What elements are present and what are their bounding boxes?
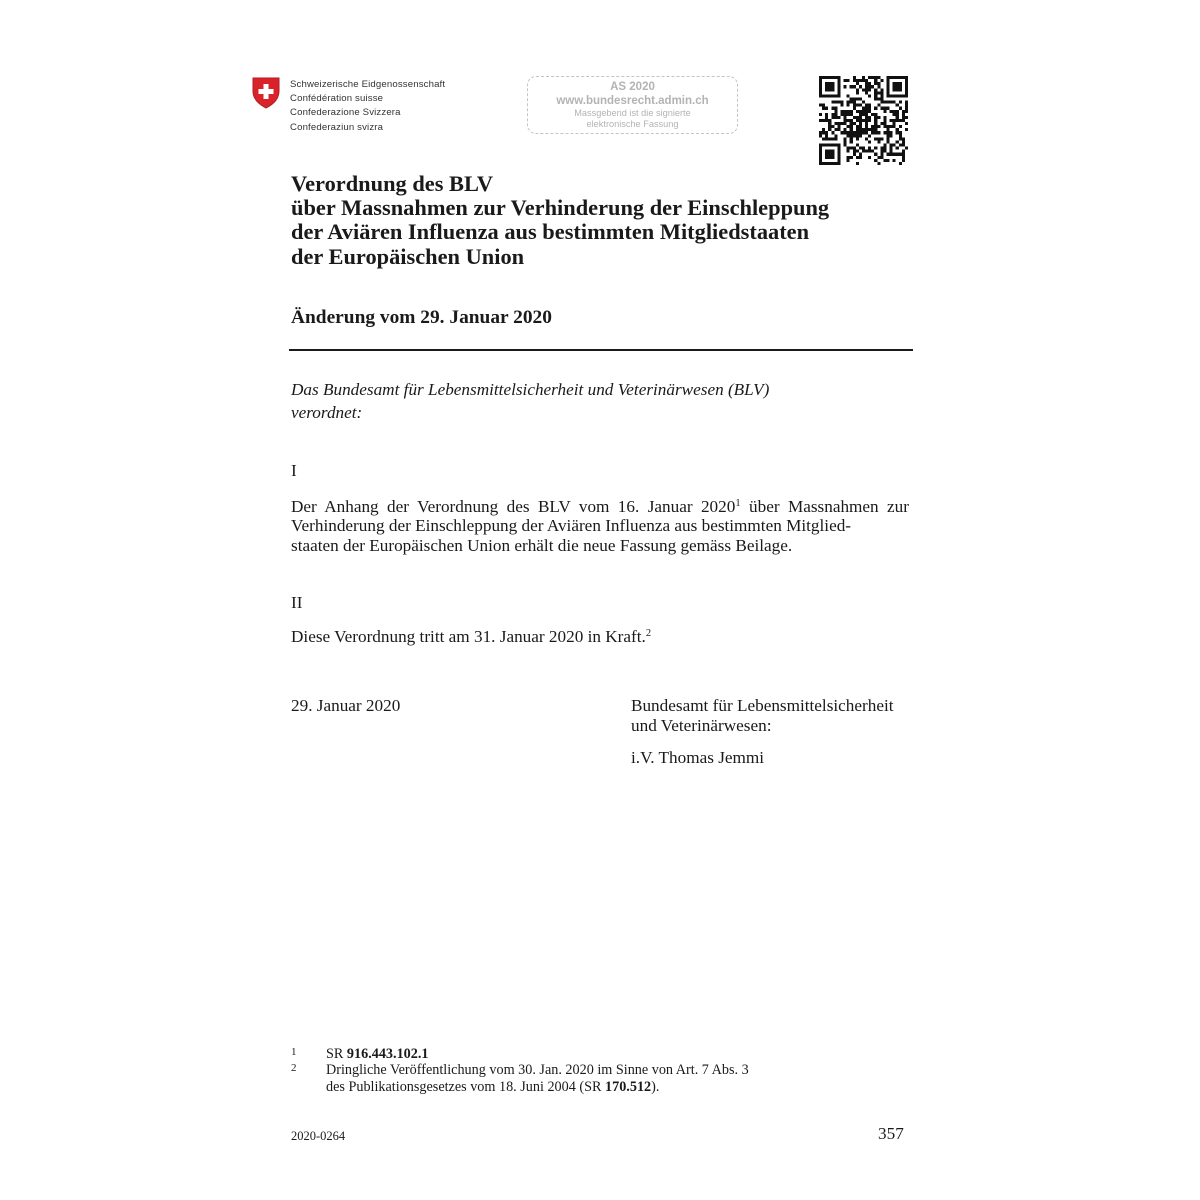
section-2-text-block <box>291 627 651 647</box>
qr-code-icon <box>819 76 908 165</box>
stamp-collection: AS 2020 <box>610 81 655 93</box>
official-publication-stamp <box>527 76 738 134</box>
section-1-text-c: staaten der Europäischen Union erhält die neue Fassung gemäss Beilage. <box>291 535 793 555</box>
document-number: 2020-0264 <box>291 1129 346 1143</box>
signing-authority <box>631 696 894 736</box>
confederation-name-block <box>290 78 445 135</box>
footnote-2-number: 2 <box>291 1062 297 1074</box>
stamp-website[interactable]: www.bundesrecht.admin.ch <box>556 95 709 107</box>
title-line-1: Verordnung des BLV <box>291 171 494 196</box>
preamble-line-2: verordnet: <box>291 403 363 422</box>
footnote-ref-2[interactable]: 2 <box>645 628 652 639</box>
confederation-line-fr: Confédération suisse <box>290 93 384 105</box>
signatory-name: i.V. Thomas Jemmi <box>631 748 765 767</box>
footnote-1-prefix: SR <box>326 1046 347 1062</box>
stamp-note-line2: elektronische Fassung <box>586 119 679 129</box>
ordinance-title <box>291 172 931 269</box>
section-1-text <box>291 497 909 555</box>
authority-line-2: und Veterinärwesen: <box>631 716 772 735</box>
preamble <box>291 378 769 424</box>
title-line-3: der Aviären Influenza aus bestimmten Mitgliedstaaten <box>291 219 810 245</box>
preamble-line-1: Das Bundesamt für Lebensmittelsicherheit und Veterinärwesen (BLV) <box>291 380 770 399</box>
section-2-text: Diese Verordnung tritt am 31. Januar 2020 in Kraft. <box>291 627 646 646</box>
confederation-line-rm: Confederaziun svizra <box>290 121 384 133</box>
page-number: 357 <box>878 1124 904 1143</box>
footnote-2-sr-number: 170.512 <box>605 1079 652 1095</box>
swiss-coat-of-arms-icon <box>252 77 280 109</box>
section-2-numeral: II <box>291 593 303 612</box>
footnote-2-line-2-suffix: ). <box>651 1079 660 1095</box>
footnote-ref-1[interactable]: 1 <box>735 498 741 509</box>
stamp-note-line1: Massgebend ist die signierte <box>574 108 691 118</box>
confederation-line-it: Confederazione Svizzera <box>290 107 401 119</box>
confederation-line-de: Schweizerische Eidgenossenschaft <box>290 79 446 90</box>
footnote-1-number: 1 <box>291 1046 297 1058</box>
amendment-date-heading: Änderung vom 29. Januar 2020 <box>291 307 552 328</box>
footnote-2-line-2-prefix: des Publikationsgesetzes vom 18. Juni 2004 (SR <box>326 1079 606 1095</box>
section-1-text-b: über Massnahmen zur Verhinderung der Einschleppung der Aviären Influenza aus bestimmten Mitglied- <box>291 497 909 536</box>
section-1-text-a: Der Anhang der Verordnung des BLV vom 16. Januar 2020 <box>291 497 736 516</box>
title-divider <box>289 349 913 351</box>
title-line-2: über Massnahmen zur Verhinderung der Einschleppung <box>291 195 830 221</box>
footnote-1-sr-number: 916.443.102.1 <box>346 1046 429 1062</box>
title-line-4: der Europäischen Union <box>291 243 525 269</box>
section-1-numeral: I <box>291 461 297 480</box>
authority-line-1: Bundesamt für Lebensmittelsicherheit <box>631 696 894 715</box>
signature-date: 29. Januar 2020 <box>291 696 401 715</box>
footnote-2-line-1: Dringliche Veröffentlichung vom 30. Jan. 2020 im Sinne von Art. 7 Abs. 3 <box>326 1062 749 1078</box>
